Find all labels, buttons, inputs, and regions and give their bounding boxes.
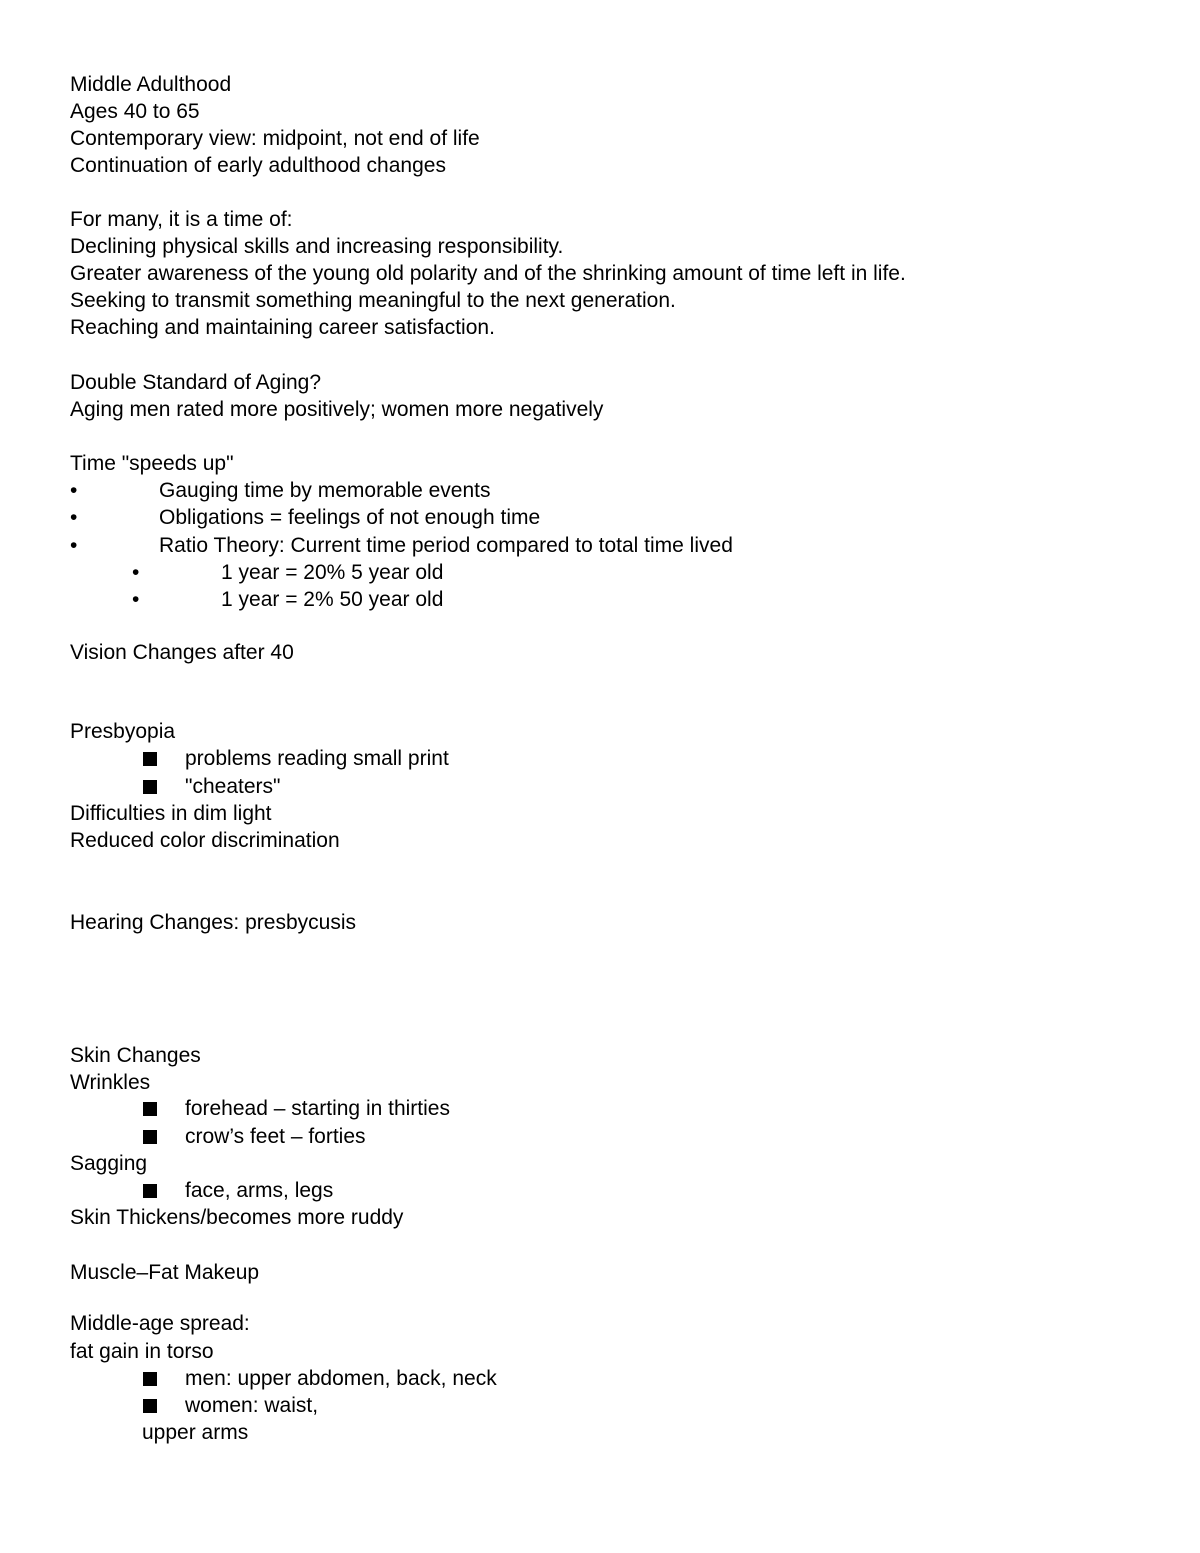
color-discrimination-line: Reduced color discrimination xyxy=(70,829,340,852)
presbyopia-label: Presbyopia xyxy=(70,720,176,743)
time-of-line: Seeking to transmit something meaningful to the next generation. xyxy=(70,289,676,312)
ages-line: Ages 40 to 65 xyxy=(70,100,200,123)
sub-bullet-item: 1 year = 2% 50 year old xyxy=(221,588,444,611)
fat-gain-line: fat gain in torso xyxy=(70,1340,214,1363)
square-bullet-icon xyxy=(143,1130,157,1144)
bullet-item: Ratio Theory: Current time period compared to total time lived xyxy=(159,534,733,557)
time-of-heading: For many, it is a time of: xyxy=(70,208,293,231)
wrinkle-item: forehead – starting in thirties xyxy=(185,1097,450,1120)
square-bullet-icon xyxy=(143,780,157,794)
sagging-label: Sagging xyxy=(70,1152,148,1175)
double-standard-text: Aging men rated more positively; women more negatively xyxy=(70,398,604,421)
bullet-glyph: • xyxy=(70,534,78,557)
skin-heading: Skin Changes xyxy=(70,1044,201,1067)
bullet-item: Gauging time by memorable events xyxy=(159,479,491,502)
middle-age-spread-line: Middle-age spread: xyxy=(70,1312,250,1335)
fat-gain-item: men: upper abdomen, back, neck xyxy=(185,1367,497,1390)
presbyopia-item: "cheaters" xyxy=(185,775,281,798)
bullet-glyph: • xyxy=(70,479,78,502)
wrinkles-label: Wrinkles xyxy=(70,1071,151,1094)
fat-gain-continuation: upper arms xyxy=(142,1421,249,1444)
time-of-line: Greater awareness of the young old polarity and of the shrinking amount of time left in life. xyxy=(70,262,906,285)
time-of-line: Reaching and maintaining career satisfaction. xyxy=(70,316,495,339)
fat-gain-item: women: waist, xyxy=(185,1394,319,1417)
square-bullet-icon xyxy=(143,1399,157,1413)
presbyopia-item: problems reading small print xyxy=(185,747,449,770)
dim-light-line: Difficulties in dim light xyxy=(70,802,272,825)
square-bullet-icon xyxy=(143,752,157,766)
sub-bullet-item: 1 year = 20% 5 year old xyxy=(221,561,444,584)
muscle-fat-heading: Muscle–Fat Makeup xyxy=(70,1261,260,1284)
sagging-item: face, arms, legs xyxy=(185,1179,334,1202)
sub-bullet-glyph: • xyxy=(132,561,140,584)
square-bullet-icon xyxy=(143,1102,157,1116)
skin-thickens-line: Skin Thickens/becomes more ruddy xyxy=(70,1206,404,1229)
bullet-item: Obligations = feelings of not enough time xyxy=(159,506,541,529)
square-bullet-icon xyxy=(143,1372,157,1386)
double-standard-heading: Double Standard of Aging? xyxy=(70,371,322,394)
square-bullet-icon xyxy=(143,1184,157,1198)
sub-bullet-glyph: • xyxy=(132,588,140,611)
hearing-heading: Hearing Changes: presbycusis xyxy=(70,911,356,934)
document-title: Middle Adulthood xyxy=(70,73,232,96)
time-speeds-heading: Time "speeds up" xyxy=(70,452,234,475)
vision-heading: Vision Changes after 40 xyxy=(70,641,294,664)
contemporary-view-line: Contemporary view: midpoint, not end of life xyxy=(70,127,480,150)
continuation-line: Continuation of early adulthood changes xyxy=(70,154,446,177)
wrinkle-item: crow’s feet – forties xyxy=(185,1125,366,1148)
time-of-line: Declining physical skills and increasing responsibility. xyxy=(70,235,564,258)
bullet-glyph: • xyxy=(70,506,78,529)
